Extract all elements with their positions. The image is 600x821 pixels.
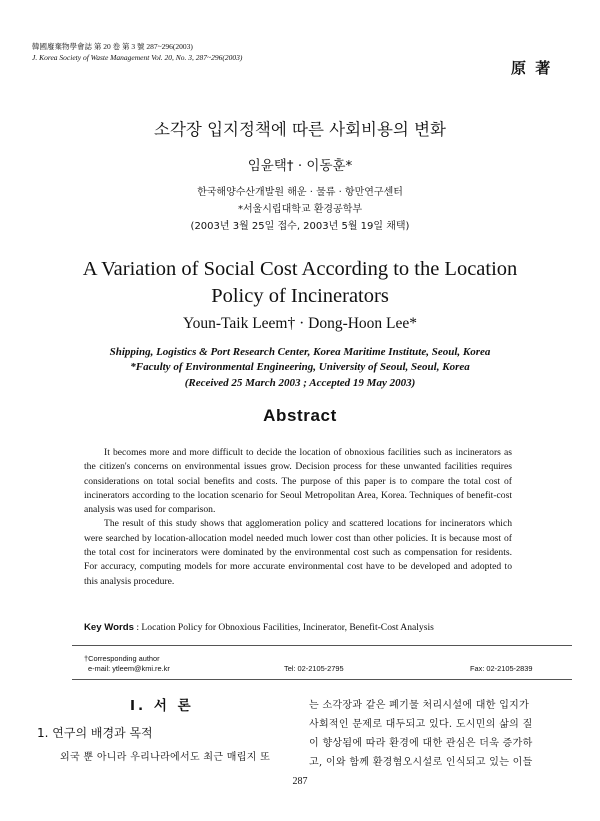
keywords-label: Key Words [84, 622, 134, 633]
right-column-line: 고, 이와 함께 환경혐오시설로 인식되고 있는 이들 [309, 757, 533, 768]
korean-affiliation-2: *서울시립대학교 환경공학부 [237, 204, 363, 215]
keywords-line [84, 622, 434, 633]
keywords-list: : Location Policy for Obnoxious Facilities, Incinerator, Benefit-Cost Analysis [136, 622, 434, 633]
korean-affiliation-1: 한국해양수산개발원 해운 · 물류 · 항만연구센터 [197, 187, 403, 198]
right-column-line: 는 소각장과 같은 폐기물 처리시설에 대한 입지가 [309, 700, 530, 711]
english-affiliation-1: Shipping, Logistics & Port Research Center, Korea Maritime Institute, Seoul, Korea [109, 346, 491, 358]
fax-number: Fax: 02-2105-2839 [470, 664, 533, 673]
telephone-number: Tel: 02-2105-2795 [284, 664, 344, 673]
korean-title: 소각장 입지정책에 따른 사회비용의 변화 [154, 120, 446, 139]
subsection-heading: 1. 연구의 배경과 목적 [37, 726, 153, 740]
korean-authors: 임윤택† · 이동훈* [247, 158, 353, 174]
page-number: 287 [292, 776, 308, 787]
introduction-heading: Ⅰ. 서 론 [130, 698, 194, 714]
journal-citation-english: J. Korea Society of Waste Management Vol. 20, No. 3, 287~296(2003) [32, 53, 243, 62]
abstract-paragraph-2: The result of this study shows that agglomeration policy and scattered locations for incinerators which were searched by location-allocation model needed much lower cost than other policies. It is because most of the total cost for incinerators were dominated by the environmental cost such as compensation for residents. For accuracy, computing models for more accurate environmental cost have to be developed and adopted to this analysis procedure. [84, 518, 512, 587]
email-address: e-mail: ytleem@kmi.re.kr [88, 664, 170, 673]
english-title-line-2: Policy of Incinerators [211, 285, 389, 307]
english-authors: Youn-Taik Leem† · Dong-Hoon Lee* [182, 315, 418, 332]
article-type-label: 原 著 [511, 59, 553, 77]
right-column-line: 이 향상됨에 따라 환경에 대한 관심은 더욱 증가하 [309, 738, 533, 749]
footnote-divider [72, 645, 572, 646]
corresponding-author-note: †Corresponding author [84, 654, 160, 663]
abstract-body [84, 446, 512, 589]
journal-citation-korean: 韓國廢棄物學會誌 第 20 卷 第 3 號 287~296(2003) [32, 42, 193, 51]
body-divider [72, 679, 572, 680]
abstract-heading: Abstract [263, 406, 337, 425]
english-dates: (Received 25 March 2003 ; Accepted 19 May 2003) [184, 377, 416, 389]
korean-dates: (2003년 3월 25일 접수, 2003년 5월 19일 채택) [190, 221, 410, 232]
english-title [0, 256, 600, 310]
right-column-line: 사회적인 문제로 대두되고 있다. 도시민의 삶의 질 [309, 719, 533, 730]
right-column-text [309, 696, 577, 772]
abstract-paragraph-1: It becomes more and more difficult to decide the location of obnoxious facilities such as incinerators as the citizen's concerns on environmental issues grow. Decision process for these unwanted facilities requires considerations on total social benefits and costs. The purpose of this paper is to compare the total cost of incinerators according to the location scenario for Seoul Metropolitan Area, Korea. Techniques of benefit-cost analysis was used for comparison. [84, 447, 512, 516]
left-column-text: 외국 뿐 아니라 우리나라에서도 최근 매립지 또 [60, 752, 271, 763]
english-affiliation-2: *Faculty of Environmental Engineering, University of Seoul, Seoul, Korea [130, 361, 470, 373]
english-title-line-1: A Variation of Social Cost According to the Location [82, 258, 518, 280]
